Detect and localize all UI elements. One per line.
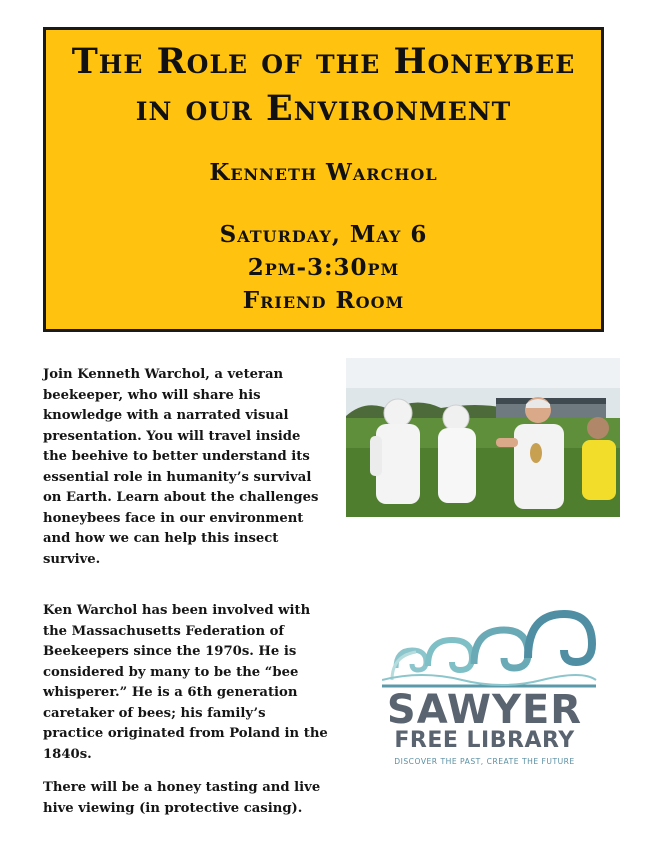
speaker-name: Kenneth Warchol: [209, 159, 438, 186]
event-title-line2: in our Environment: [135, 88, 512, 129]
library-name: SAWYER: [386, 687, 583, 733]
library-tagline: DISCOVER THE PAST, CREATE THE FUTURE: [394, 757, 575, 766]
event-date: Saturday, May 6: [219, 221, 428, 248]
description-paragraph: Join Kenneth Warchol, a veteran beekeeper, who will share his knowledge with a narrated visual presentation. You will travel inside the beehive to better understand its essential role in humanity’s survival on Earth. Learn about the challenges honeybees face in our environment and how we can help this insect survive.: [43, 367, 319, 567]
event-title-line1: The Role of the Honeybee: [71, 41, 576, 82]
event-room: Friend Room: [242, 287, 405, 314]
event-details: [46, 218, 601, 317]
beekeepers-photo: [346, 358, 620, 517]
tasting-paragraph: There will be a honey tasting and live hive viewing (in protective casing).: [43, 780, 321, 816]
event-time: 2pm-3:30pm: [247, 254, 400, 281]
bio-paragraph: Ken Warchol has been involved with the Massachusetts Federation of Beekeepers since the 1970s. He is considered by many to be the “bee whisperer.” He is a 6th generation caretaker of bees; his family’s practice originated from Poland in the 1840s.: [43, 603, 328, 762]
event-banner: [43, 27, 604, 332]
event-title: [66, 38, 581, 132]
wave-logo-icon: [382, 600, 602, 690]
library-subname: FREE LIBRARY: [394, 728, 575, 753]
